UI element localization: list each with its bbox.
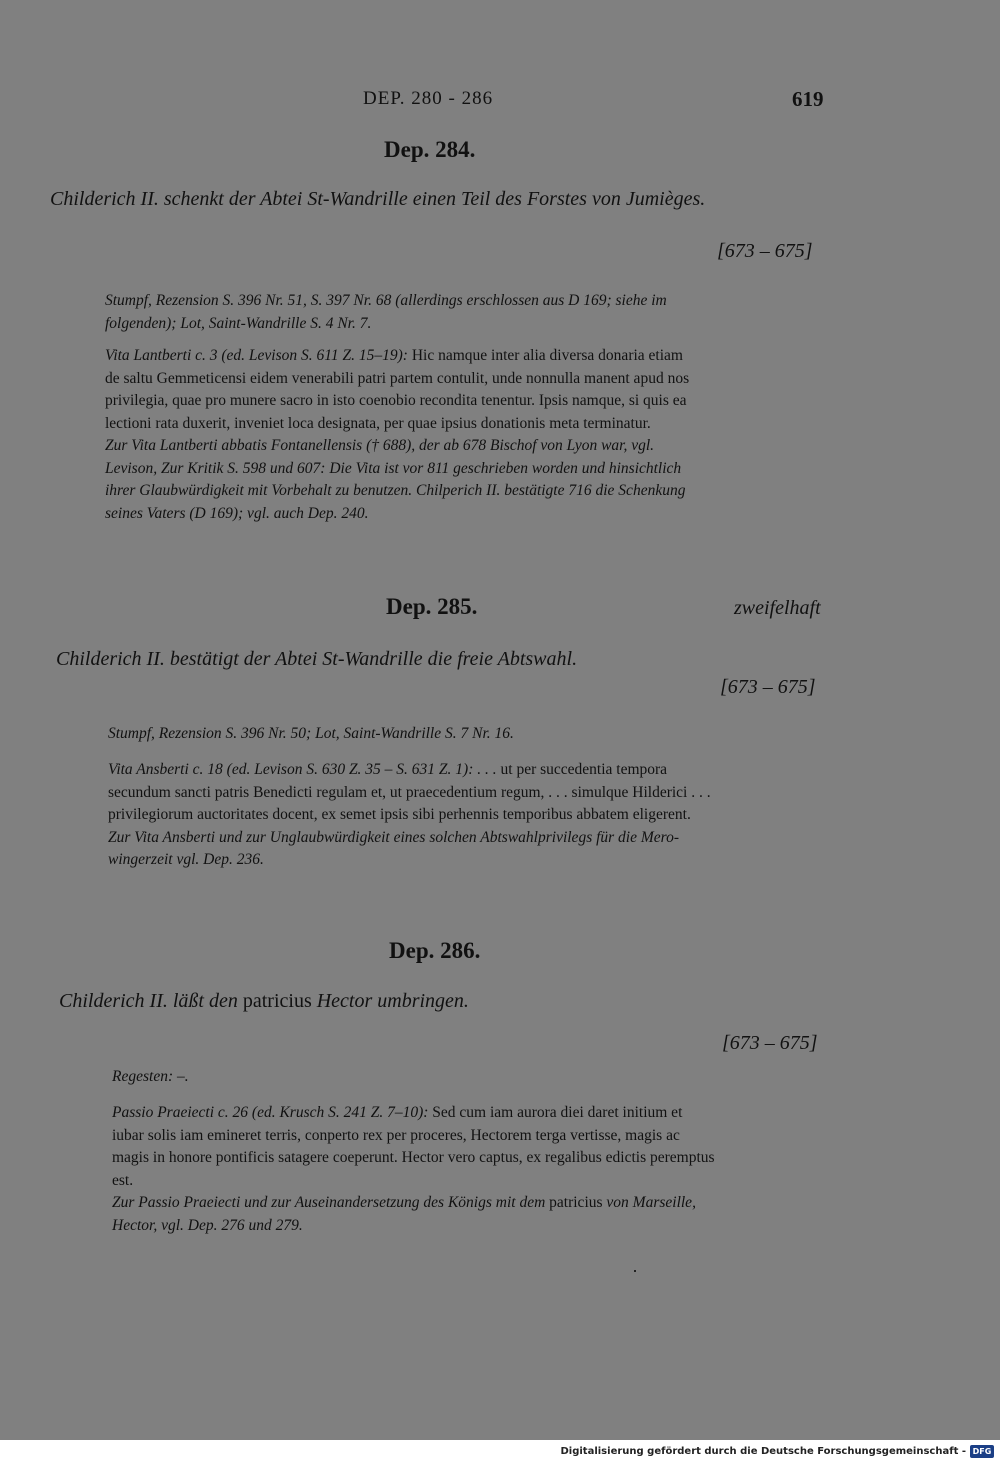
running-header: DEP. 280 - 286 [363,88,494,109]
authenticity-note: zweifelhaft [734,597,821,619]
commentary-line: Zur Vita Ansberti und zur Unglaubwürdigkeit eines solchen Abtswahlprivilegs für die Mero- [108,828,680,846]
source-citation: Passio Praeiecti c. 26 (ed. Krusch S. 241 Z. 7–10): [112,1104,429,1121]
reference-line: folgenden); Lot, Saint-Wandrille S. 4 Nr. 7. [105,314,372,332]
commentary-line: seines Vaters (D 169); vgl. auch Dep. 240. [105,504,369,522]
source-text: iubar solis iam emineret terris, conperto rex per proceres, Hectorem terga vertisse, magis ac [112,1126,680,1144]
entry-date-286: [673 – 675] [722,1032,818,1054]
references-286 [112,1066,834,1089]
source-text: privilegia, quae pro munere sacro in isto coenobio recondita tenentur. Ipsis namque, si quis ea [105,392,687,409]
commentary-line: Zur Vita Lantberti abbatis Fontanellensis († 688), der ab 678 Bischof von Lyon war, vgl. [105,437,655,454]
references-284 [105,290,828,335]
reference-line: Stumpf, Rezension S. 396 Nr. 50; Lot, Saint-Wandrille S. 7 Nr. 16. [108,725,514,742]
source-citation: Vita Lantberti c. 3 (ed. Levison S. 611 Z. 15–19): [105,347,408,364]
entry-title-286: Dep. 286. [389,938,481,963]
commentary-line: Hector, vgl. Dep. 276 und 279. [112,1216,303,1234]
page-number: 619 [792,87,824,111]
reference-line: Stumpf, Rezension S. 396 Nr. 51, S. 397 Nr. 68 (allerdings erschlossen aus D 169; siehe im [105,292,667,309]
source-text: Hic namque inter alia diversa donaria etiam [411,347,683,364]
scan-speck [634,1270,636,1272]
entry-summary-285: Childerich II. bestätigt der Abtei St-Wandrille die freie Abtswahl. [56,648,578,670]
source-text: privilegiorum auctoritates docent, ex semet ipsis sibi perhennis temporibus abbatem eligerent. [108,806,691,823]
source-excerpt-285 [108,759,830,872]
entry-summary-286: Childerich II. läßt den patricius Hector umbringen. [59,990,469,1012]
source-text: lectioni rata duxerit, inveniet loca designata, per quae ipsius donationis meta terminatur. [105,414,651,432]
source-text: magis in honore pontificis satagere coeperunt. Hector vero captus, ex regalibus edictis peremptus [112,1149,715,1166]
commentary-line: wingerzeit vgl. Dep. 236. [108,851,264,868]
entry-title-284: Dep. 284. [384,137,476,162]
source-citation: Vita Ansberti c. 18 (ed. Levison S. 630 Z. 35 – S. 631 Z. 1): . . . [108,761,497,778]
commentary-line: Zur Passio Praeiecti und zur Auseinandersetzung des Königs mit dem patricius von Marseille, [112,1194,696,1211]
entry-summary-284: Childerich II. schenkt der Abtei St-Wandrille einen Teil des Forstes von Jumièges. [50,188,706,210]
funding-credit: Digitalisierung gefördert durch die Deutsche Forschungsgemeinschaft - [560,1446,966,1457]
source-text: ut per succedentia tempora [500,761,668,778]
source-text: Sed cum iam aurora diei daret initium et [432,1104,683,1121]
source-text: de saltu Gemmeticensi eidem venerabili patri partem contulit, unde nonnulla manent apud nos [105,369,690,387]
source-excerpt-284 [105,345,828,525]
source-text: est. [112,1171,134,1189]
commentary-line: ihrer Glaubwürdigkeit mit Vorbehalt zu benutzen. Chilperich II. bestätigte 716 die Schenkung [105,482,686,499]
reference-line: Regesten: –. [112,1068,189,1085]
dfg-logo-icon: DFG [970,1445,994,1458]
source-excerpt-286 [112,1102,834,1237]
footer-bar [0,1440,1000,1464]
entry-date-284: [673 – 675] [717,240,813,262]
references-285 [108,723,830,746]
entry-date-285: [673 – 675] [720,676,816,698]
entry-title-285: Dep. 285. [386,594,478,619]
source-text: secundum sancti patris Benedicti regulam et, ut praecedentium regum, . . . simulque Hilderici . . . [108,783,711,801]
commentary-line: Levison, Zur Kritik S. 598 und 607: Die Vita ist vor 811 geschrieben worden und hinsichtlich [105,459,682,477]
